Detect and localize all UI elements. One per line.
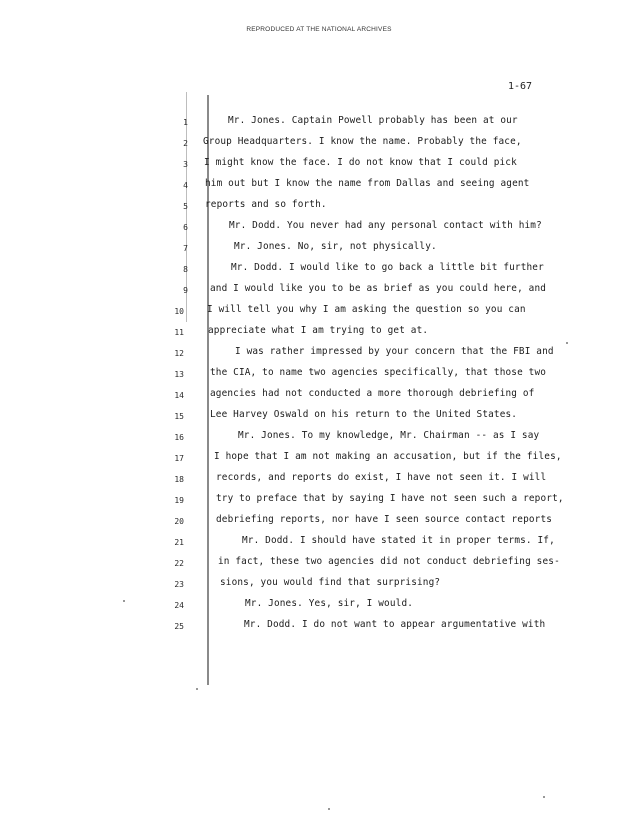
line-text: in fact, these two agencies did not conduct debriefing ses- bbox=[218, 556, 560, 567]
line-number: 23 bbox=[174, 580, 184, 589]
line-text: try to preface that by saying I have not seen such a report, bbox=[216, 493, 564, 504]
scan-speck bbox=[123, 600, 125, 602]
line-text: Mr. Dodd. I do not want to appear argumentative with bbox=[244, 619, 546, 630]
line-text: debriefing reports, nor have I seen source contact reports bbox=[216, 514, 553, 525]
line-text: Mr. Dodd. You never had any personal contact with him? bbox=[229, 220, 542, 231]
line-text: and I would like you to be as brief as you could here, and bbox=[210, 283, 547, 294]
line-text: I was rather impressed by your concern that the FBI and bbox=[235, 346, 554, 357]
transcript-line bbox=[0, 134, 638, 152]
transcript-line bbox=[0, 260, 638, 278]
line-number: 17 bbox=[174, 454, 184, 463]
line-text: sions, you would find that surprising? bbox=[220, 577, 441, 588]
transcript-line bbox=[0, 386, 638, 404]
page-number: 1-67 bbox=[508, 81, 533, 92]
line-number: 10 bbox=[174, 307, 184, 316]
line-number: 12 bbox=[174, 349, 184, 358]
archive-header: REPRODUCED AT THE NATIONAL ARCHIVES bbox=[246, 26, 392, 33]
transcript-line bbox=[0, 533, 638, 551]
transcript-line bbox=[0, 365, 638, 383]
line-text: Mr. Dodd. I would like to go back a little bit further bbox=[231, 262, 544, 273]
line-number: 3 bbox=[183, 160, 188, 169]
line-text: I will tell you why I am asking the question so you can bbox=[207, 304, 526, 315]
line-number: 24 bbox=[174, 601, 184, 610]
transcript-line bbox=[0, 239, 638, 257]
line-text: I hope that I am not making an accusation, but if the files, bbox=[214, 451, 562, 462]
scan-speck bbox=[566, 342, 568, 344]
line-number: 5 bbox=[183, 202, 188, 211]
line-text: him out but I know the name from Dallas and seeing agent bbox=[205, 178, 530, 189]
transcript-line bbox=[0, 512, 638, 530]
transcript-line bbox=[0, 554, 638, 572]
line-number: 19 bbox=[174, 496, 184, 505]
transcript-line bbox=[0, 617, 638, 635]
transcript-line bbox=[0, 428, 638, 446]
line-text: the CIA, to name two agencies specifically, that those two bbox=[210, 367, 547, 378]
scan-speck bbox=[543, 796, 545, 798]
line-text: Mr. Jones. No, sir, not physically. bbox=[234, 241, 437, 252]
line-text: Mr. Jones. Yes, sir, I would. bbox=[245, 598, 414, 609]
line-number: 15 bbox=[174, 412, 184, 421]
line-number: 25 bbox=[174, 622, 184, 631]
line-text: agencies had not conducted a more thorough debriefing of bbox=[210, 388, 535, 399]
transcript-line bbox=[0, 596, 638, 614]
transcript-line bbox=[0, 323, 638, 341]
line-text: reports and so forth. bbox=[205, 199, 327, 210]
transcript-line bbox=[0, 470, 638, 488]
line-text: Lee Harvey Oswald on his return to the United States. bbox=[210, 409, 518, 420]
line-text: Mr. Jones. To my knowledge, Mr. Chairman -- as I say bbox=[238, 430, 540, 441]
line-text: appreciate what I am trying to get at. bbox=[208, 325, 429, 336]
line-number: 1 bbox=[183, 118, 188, 127]
line-number: 11 bbox=[174, 328, 184, 337]
line-text: Mr. Jones. Captain Powell probably has been at our bbox=[228, 115, 518, 126]
transcript-line bbox=[0, 281, 638, 299]
line-number: 8 bbox=[183, 265, 188, 274]
transcript-line bbox=[0, 302, 638, 320]
transcript-line bbox=[0, 344, 638, 362]
line-number: 2 bbox=[183, 139, 188, 148]
transcript-line bbox=[0, 407, 638, 425]
transcript-line bbox=[0, 575, 638, 593]
line-number: 21 bbox=[174, 538, 184, 547]
line-text: Mr. Dodd. I should have stated it in proper terms. If, bbox=[242, 535, 555, 546]
scan-speck bbox=[328, 808, 330, 810]
line-number: 6 bbox=[183, 223, 188, 232]
line-number: 16 bbox=[174, 433, 184, 442]
line-number: 4 bbox=[183, 181, 188, 190]
line-number: 7 bbox=[183, 244, 188, 253]
transcript-line bbox=[0, 176, 638, 194]
transcript-line bbox=[0, 113, 638, 131]
scan-speck bbox=[196, 688, 198, 690]
line-number: 20 bbox=[174, 517, 184, 526]
line-number: 13 bbox=[174, 370, 184, 379]
line-text: Group Headquarters. I know the name. Probably the face, bbox=[203, 136, 522, 147]
transcript-line bbox=[0, 155, 638, 173]
transcript-line bbox=[0, 218, 638, 236]
line-number: 9 bbox=[183, 286, 188, 295]
line-text: records, and reports do exist, I have not seen it. I will bbox=[216, 472, 547, 483]
line-number: 14 bbox=[174, 391, 184, 400]
transcript-line bbox=[0, 197, 638, 215]
transcript-line bbox=[0, 449, 638, 467]
transcript-line bbox=[0, 491, 638, 509]
line-number: 18 bbox=[174, 475, 184, 484]
line-number: 22 bbox=[174, 559, 184, 568]
line-text: I might know the face. I do not know that I could pick bbox=[204, 157, 517, 168]
